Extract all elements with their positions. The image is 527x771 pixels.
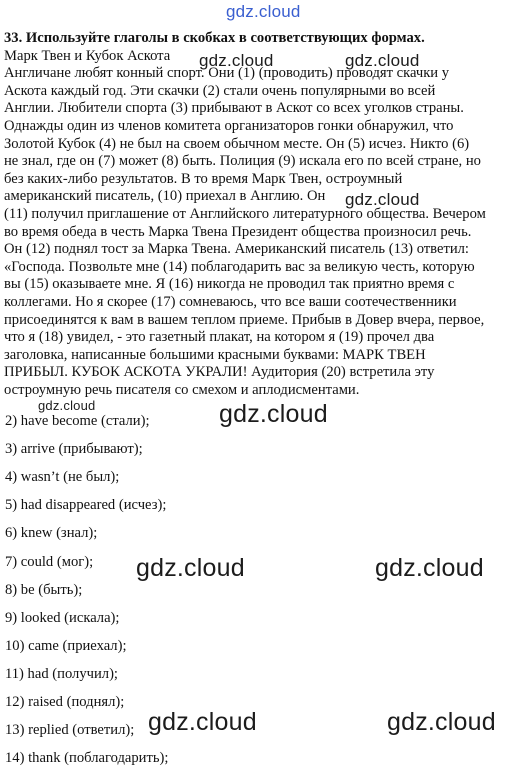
exercise-line: коллегами. Но я скорее (17) сомневаюсь, что все ваши соотечественники <box>4 293 457 310</box>
answer-item: 3) arrive (прибывают); <box>5 441 143 458</box>
exercise-line: остроумную речь писателя со смехом и аплодисментами. <box>4 381 360 398</box>
answer-item: 11) had (получил); <box>5 665 118 682</box>
exercise-line: американский писатель, (10) приехал в Англию. Он <box>4 188 326 205</box>
watermark: gdz.cloud <box>345 190 420 209</box>
watermark: gdz.cloud <box>345 51 420 70</box>
watermark: gdz.cloud <box>148 708 257 736</box>
exercise-line: Марк Твен и Кубок Аскота <box>4 47 171 64</box>
exercise-line: Англичане любят конный спорт. Они (1) (проводить) проводят скачки у <box>4 65 450 82</box>
exercise-line: (11) получил приглашение от Английского литературного общества. Вечером <box>4 205 486 222</box>
exercise-line: Англии. Любители спорта (3) прибывают в Аскот со всех уголков страны. <box>4 100 464 117</box>
exercise-text <box>4 30 524 399</box>
exercise-heading: 33. Используйте глаголы в скобках в соответствующих формах. <box>4 30 425 46</box>
answer-item: 9) looked (искала); <box>5 609 120 626</box>
exercise-line: во время обеда в честь Марка Твена Президент общества произносил речь. <box>4 223 472 240</box>
answer-item: 14) thank (поблагодарить); <box>5 750 169 767</box>
watermark: gdz.cloud <box>199 51 274 70</box>
exercise-line: не знал, где он (7) может (8) быть. Полиция (9) искала его по всей стране, но <box>4 153 481 170</box>
answer-item: 8) be (быть); <box>5 581 83 598</box>
exercise-line: присоединятся к вам в вашем теплом приеме. Прибыв в Довер вчера, первое, <box>4 311 485 328</box>
exercise-line: Однажды один из членов комитета организаторов гонки обнаружил, что <box>4 117 454 134</box>
watermark: gdz.cloud <box>136 554 245 582</box>
answer-item: 7) could (мог); <box>5 553 94 570</box>
exercise-line: ПРИБЫЛ. КУБОК АСКОТА УКРАЛИ! Аудитория (20) встретила эту <box>4 364 435 381</box>
exercise-line: заголовка, написанные большими красными буквами: МАРК ТВЕН <box>4 346 426 363</box>
answer-item: 13) replied (ответил); <box>5 722 135 739</box>
watermark: gdz.cloud <box>375 554 484 582</box>
watermark: gdz.cloud <box>38 398 96 413</box>
answer-item: 12) raised (поднял); <box>5 694 125 710</box>
exercise-line: Золотой Кубок (4) не был на своем обычном месте. Он (5) исчез. Никто (6) <box>4 135 470 152</box>
exercise-line: Аскота каждый год. Эти скачки (2) стали очень популярными во всей <box>4 82 436 99</box>
answer-item: 10) came (приехал); <box>5 637 127 654</box>
watermark: gdz.cloud <box>387 708 496 736</box>
exercise-line: Он (12) поднял тост за Марка Твена. Американский писатель (13) ответил: <box>4 241 469 258</box>
exercise-line: без каких-либо результатов. В то время Марк Твен, остроумный <box>4 170 403 187</box>
exercise-line: что я (18) увидел, - это газетный плакат, на котором я (19) прочел два <box>4 329 435 346</box>
exercise-line: «Господа. Позвольте мне (14) поблагодарить вас за великую честь, которую <box>4 258 475 275</box>
answer-item: 6) knew (знал); <box>5 525 98 542</box>
watermark: gdz.cloud <box>219 400 328 428</box>
answer-item: 4) wasn’t (не был); <box>5 469 120 486</box>
answer-item: 5) had disappeared (исчез); <box>5 497 167 514</box>
watermark-top: gdz.cloud <box>226 2 301 21</box>
answer-item: 2) have become (стали); <box>5 413 150 429</box>
exercise-line: вы (15) оказываете мне. Я (16) никогда не проводил так приятно время с <box>4 276 455 293</box>
